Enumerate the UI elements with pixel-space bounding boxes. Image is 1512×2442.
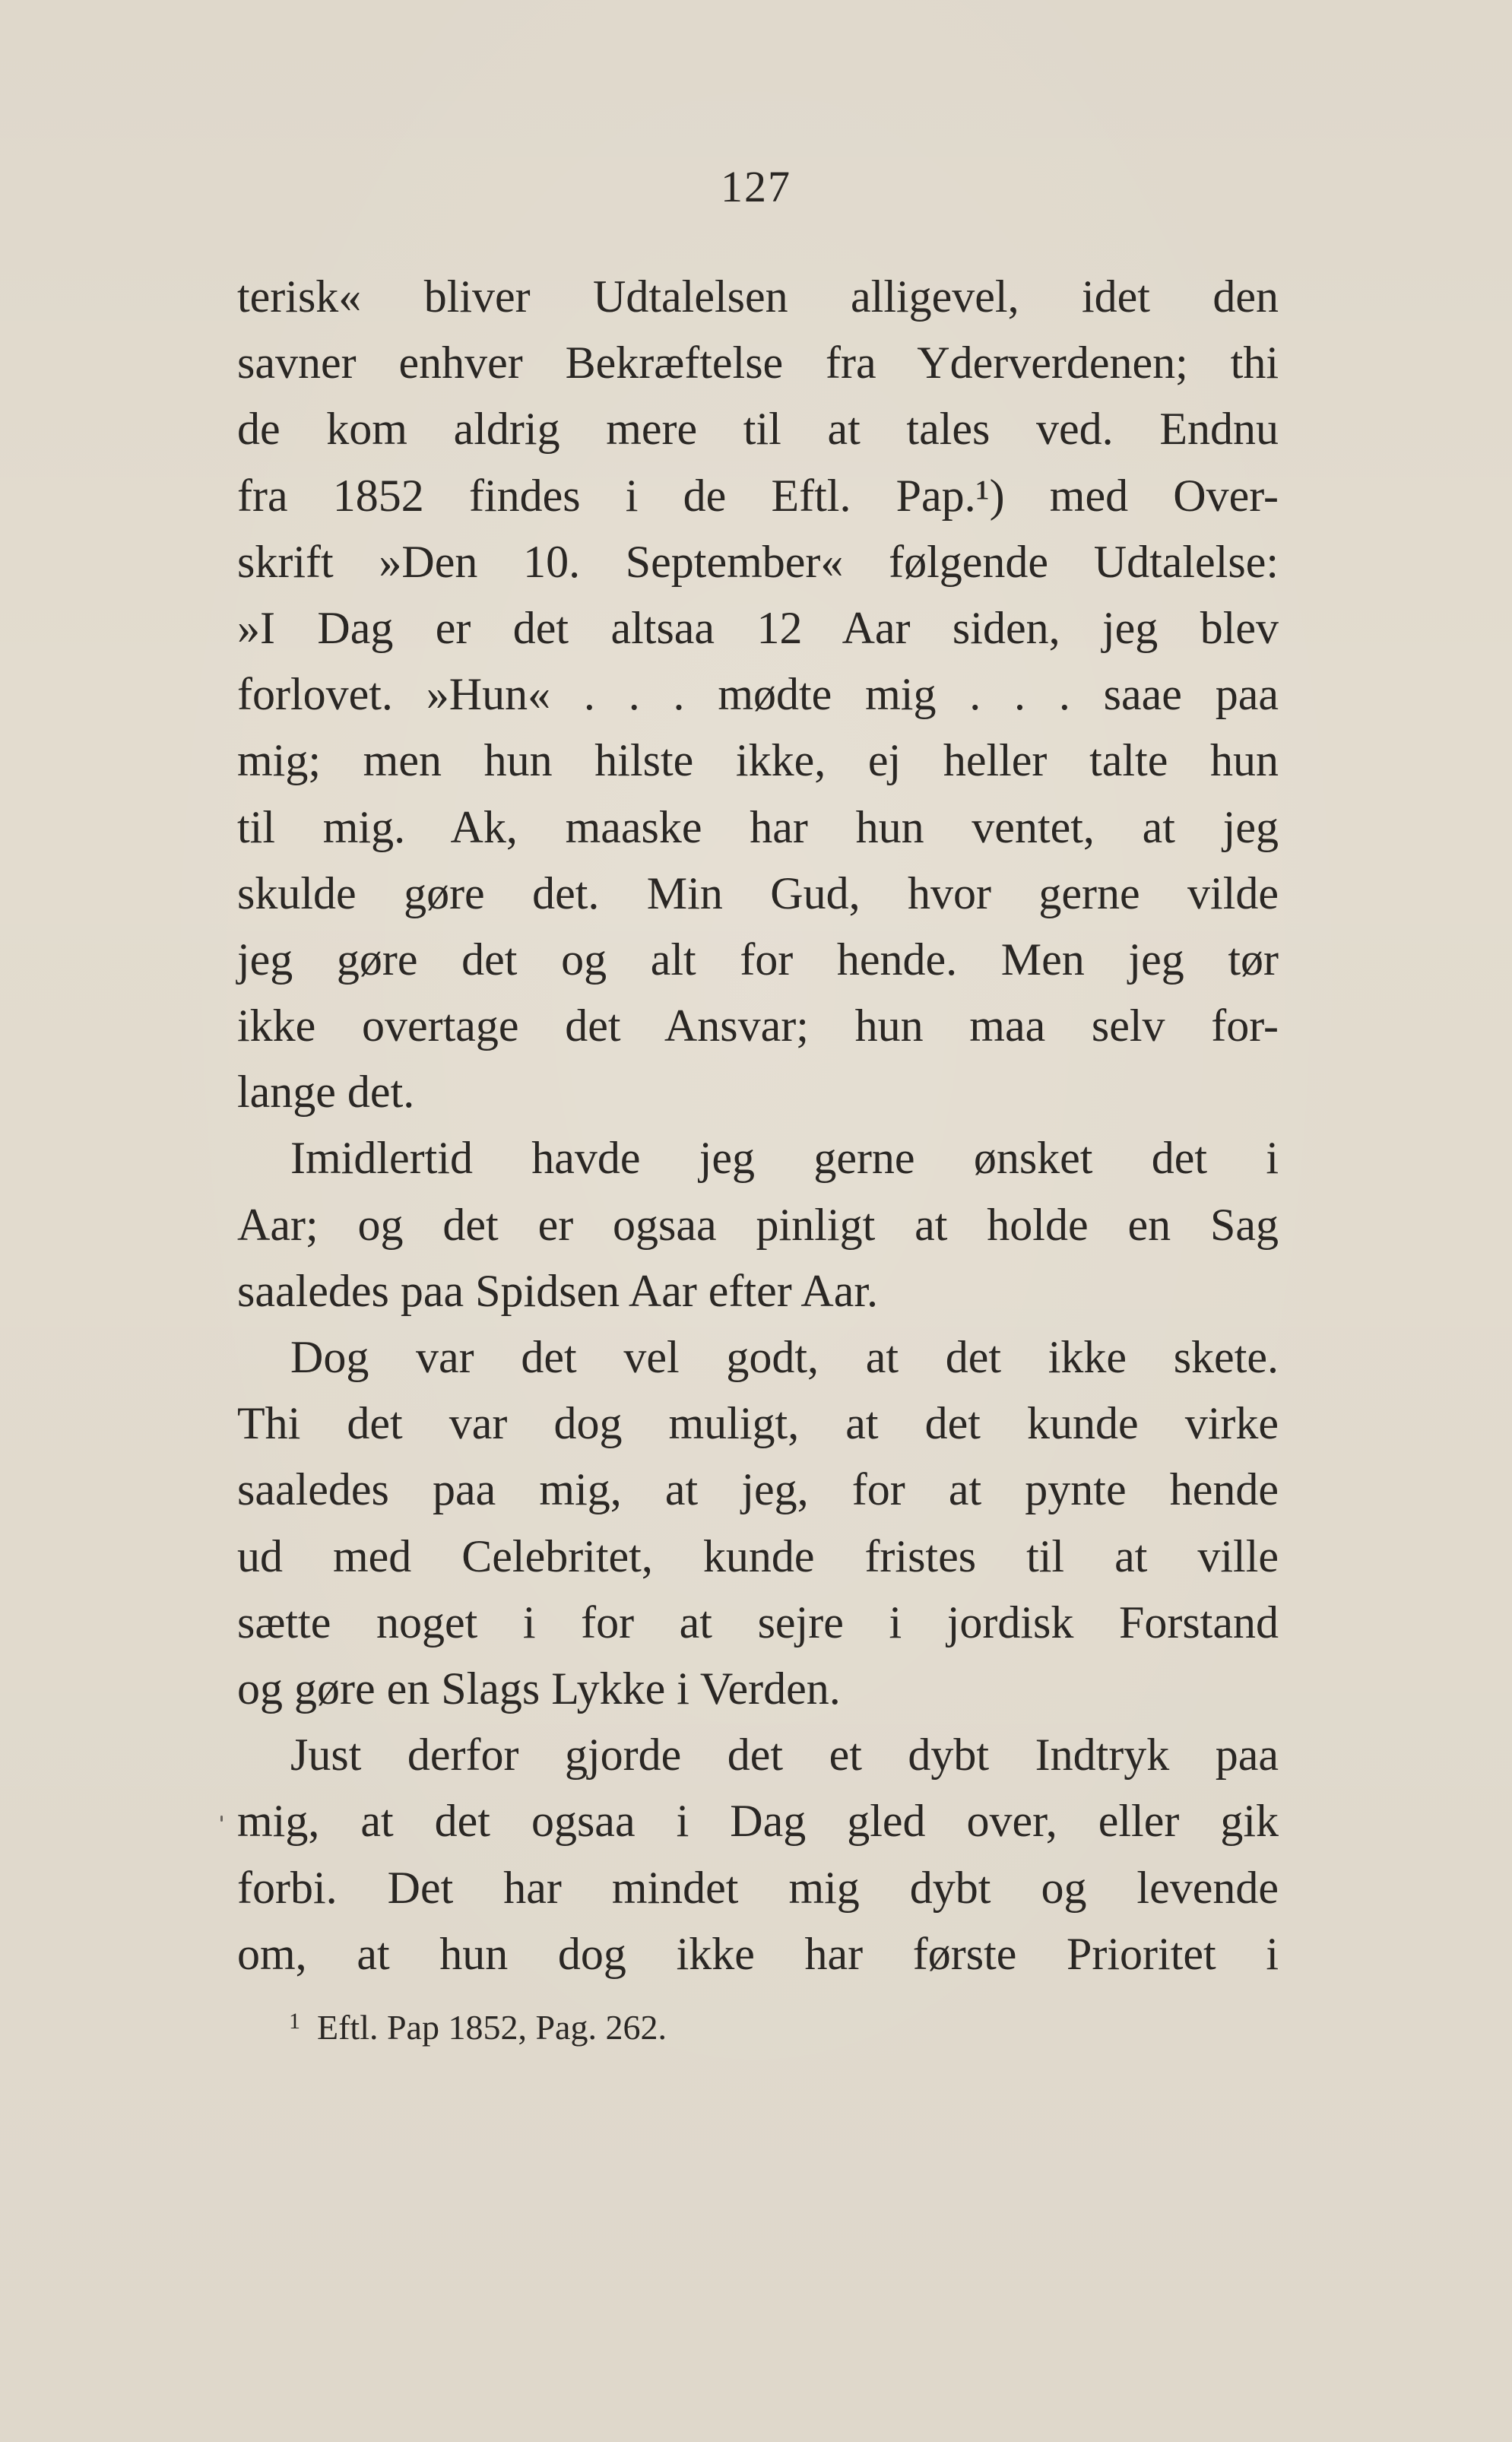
page-number: 127 bbox=[721, 162, 791, 211]
text-line: ikke overtage det Ansvar; hun maa selv for- bbox=[237, 1001, 1279, 1051]
text-line: jeg gøre det og alt for hende. Men jeg tør bbox=[237, 934, 1279, 985]
text-line: saaledes paa Spidsen Aar efter Aar. bbox=[237, 1265, 879, 1316]
text-line: om, at hun dog ikke har første Prioritet i bbox=[237, 1928, 1279, 1979]
footnote bbox=[289, 2007, 667, 2047]
text-line: skrift »Den 10. September« følgende Udtalelse: bbox=[237, 536, 1279, 587]
paragraph-first-line: Just derfor gjorde det et dybt Indtryk paa bbox=[290, 1730, 1279, 1781]
text-line: skulde gøre det. Min Gud, hvor gerne vilde bbox=[237, 867, 1279, 918]
text-line: Thi det var dog muligt, at det kunde virke bbox=[237, 1398, 1279, 1449]
text-line: til mig. Ak, maaske har hun ventet, at jeg bbox=[237, 801, 1279, 852]
text-line: sætte noget i for at sejre i jordisk Forstand bbox=[237, 1597, 1279, 1648]
text-line: terisk« bliver Udtalelsen alligevel, idet den bbox=[237, 271, 1279, 322]
text-line: ud med Celebritet, kunde fristes til at ville bbox=[237, 1530, 1279, 1581]
text-line: forlovet. »Hun« . . . mødte mig . . . saae paa bbox=[237, 669, 1279, 720]
text-line: lange det. bbox=[237, 1067, 415, 1118]
body-text bbox=[237, 264, 1279, 1987]
text-line: mig, at det ogsaa i Dag gled over, eller gik bbox=[237, 1796, 1279, 1847]
text-line: savner enhver Bekræftelse fra Yderverdenen; thi bbox=[237, 338, 1279, 388]
text-line: saaledes paa mig, at jeg, for at pynte hende bbox=[237, 1464, 1279, 1515]
footnote-marker: 1 bbox=[289, 2009, 300, 2034]
text-line: Aar; og det er ogsaa pinligt at holde en Sag bbox=[237, 1199, 1279, 1250]
text-line: de kom aldrig mere til at tales ved. Endnu bbox=[237, 404, 1279, 455]
margin-speck bbox=[220, 1816, 223, 1822]
text-line: og gøre en Slags Lykke i Verden. bbox=[237, 1663, 841, 1714]
paragraph-first-line: Dog var det vel godt, at det ikke skete. bbox=[290, 1332, 1279, 1382]
text-line: »I Dag er det altsaa 12 Aar siden, jeg blev bbox=[237, 602, 1279, 653]
text-line: forbi. Det har mindet mig dybt og levende bbox=[237, 1862, 1279, 1913]
text-line: mig; men hun hilste ikke, ej heller talte hun bbox=[237, 735, 1279, 786]
footnote-text: Eftl. Pap 1852, Pag. 262. bbox=[317, 2008, 667, 2047]
text-line: fra 1852 findes i de Eftl. Pap.¹) med Over- bbox=[237, 470, 1279, 521]
paragraph-first-line: Imidlertid havde jeg gerne ønsket det i bbox=[290, 1133, 1279, 1184]
